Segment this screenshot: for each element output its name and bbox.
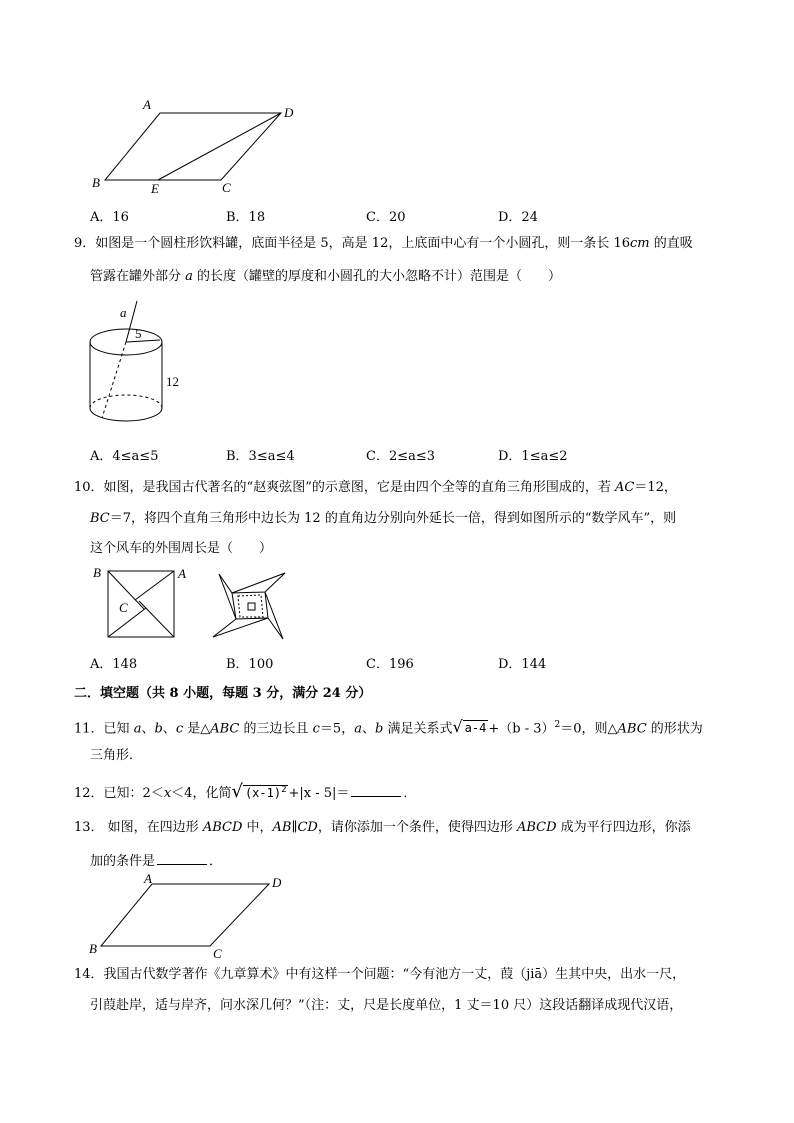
sqrt-expression: √ $(x-1)^2$: [231, 781, 287, 802]
label-e: E: [151, 181, 159, 196]
q8-option-b: B．18: [226, 210, 266, 225]
q10-option-d: D．144: [498, 657, 547, 672]
q9-option-a: A．4≤a≤5: [90, 449, 159, 464]
label-b: B: [93, 565, 101, 580]
q10-pinwheel-figure: [205, 566, 295, 646]
q9-line-1: 9．如图是一个圆柱形饮料罐，底面半径是 5，高是 12，上底面中心有一个小圆孔，则一条长 16cm 的直吸: [74, 236, 693, 251]
label-height-12: 12: [166, 374, 179, 389]
label-c: C: [222, 180, 231, 195]
q10-line-3: 这个风车的外围周长是（ ）: [90, 541, 273, 556]
pinwheel-blade-right: [265, 592, 283, 639]
q8-option-a: A．16: [90, 210, 129, 225]
label-d: D: [284, 105, 294, 120]
label-b: B: [89, 941, 97, 956]
label-a: A: [178, 566, 186, 581]
q14-line-2: 引葭赴岸，适与岸齐，问水深几何？”（注：丈，尺是长度单位，1 丈＝10 尺）这段话翻译成现代汉语，: [90, 998, 683, 1013]
answer-blank[interactable]: [351, 782, 401, 797]
q14-line-1: 14．我国古代数学著作《九章算术》中有这样一个问题：“今有池方一丈，葭（jiā）生其中央，出水一尺，: [74, 967, 686, 982]
q10-option-c: C．196: [366, 657, 414, 672]
q10-line-1: 10．如图，是我国古代著名的“赵爽弦图”的示意图，它是由四个全等的直角三角形围成的，若 AC＝12，: [74, 480, 677, 495]
label-radius-5: 5: [135, 326, 142, 341]
q9-line-2: 管露在罐外部分 a 的长度（罐壁的厚度和小圆孔的大小忽略不计）范围是（ ）: [90, 269, 562, 284]
label-c: C: [213, 946, 222, 960]
q10-line-2: BC＝7，将四个直角三角形中边长为 12 的直角边分别向外延长一倍，得到如图所示的“数学风车”，则: [90, 511, 677, 526]
segment-ed: [158, 113, 281, 180]
label-a: A: [144, 871, 152, 886]
answer-blank[interactable]: [157, 850, 207, 865]
quadrilateral-abcd: [101, 884, 269, 946]
pinwheel-blade-bottom: [213, 618, 268, 637]
q10-option-a: A．148: [90, 657, 138, 672]
q8-option-c: C．20: [366, 210, 406, 225]
q13-parallelogram-figure: [86, 870, 296, 960]
label-straw-a: a: [120, 305, 127, 320]
radius-line: [126, 340, 160, 342]
parallelogram-abcd: [105, 113, 281, 180]
straw-inside: [102, 342, 126, 418]
q11-line-1: 11．已知 a、b、c 是△ABC 的三边长且 c＝5，a、b 满足关系式√ a-4 +（b - 3）$^2$＝0，则△ABC 的形状为: [74, 715, 703, 739]
q9-option-c: C．2≤a≤3: [366, 449, 436, 464]
section-heading: 二．填空题（共 8 小题，每题 3 分，满分 24 分）: [74, 686, 372, 701]
q8-parallelogram-figure: [88, 92, 308, 197]
cylinder-bottom-back: [90, 395, 162, 408]
tri-line-2: [135, 571, 174, 600]
sqrt-expression: √ a-4: [452, 717, 487, 737]
label-d: D: [272, 875, 282, 890]
q13-line-2: 加的条件是 ．: [90, 850, 222, 872]
pinwheel-center-square: [248, 603, 255, 610]
q10-option-b: B．100: [226, 657, 274, 672]
q8-option-d: D．24: [498, 210, 538, 225]
q10-zhaoshuang-figure: [88, 564, 198, 644]
pinwheel-inner-square: [238, 595, 263, 617]
tri-line-3: [139, 601, 174, 637]
label-c: C: [119, 600, 128, 615]
pinwheel-blade-left: [219, 574, 236, 619]
q11-line-2: 三角形．: [90, 748, 143, 763]
q9-option-b: B．3≤a≤4: [226, 449, 295, 464]
q9-cylinder-figure: [84, 296, 204, 431]
pinwheel-blade-top: [232, 573, 285, 593]
cylinder-bottom-front: [90, 408, 162, 421]
label-b: B: [92, 175, 100, 190]
q12-line: 12．已知：2＜x＜4，化简√ $(x-1)^2 +|x - 5|=$ ．: [74, 781, 417, 802]
q9-option-d: D．1≤a≤2: [498, 449, 568, 464]
q13-line-1: 13． 如图，在四边形 ABCD 中，AB∥CD，请你添加一个条件，使得四边形 ABCD 成为平行四边形，你添: [74, 820, 691, 835]
label-a: A: [143, 97, 151, 112]
